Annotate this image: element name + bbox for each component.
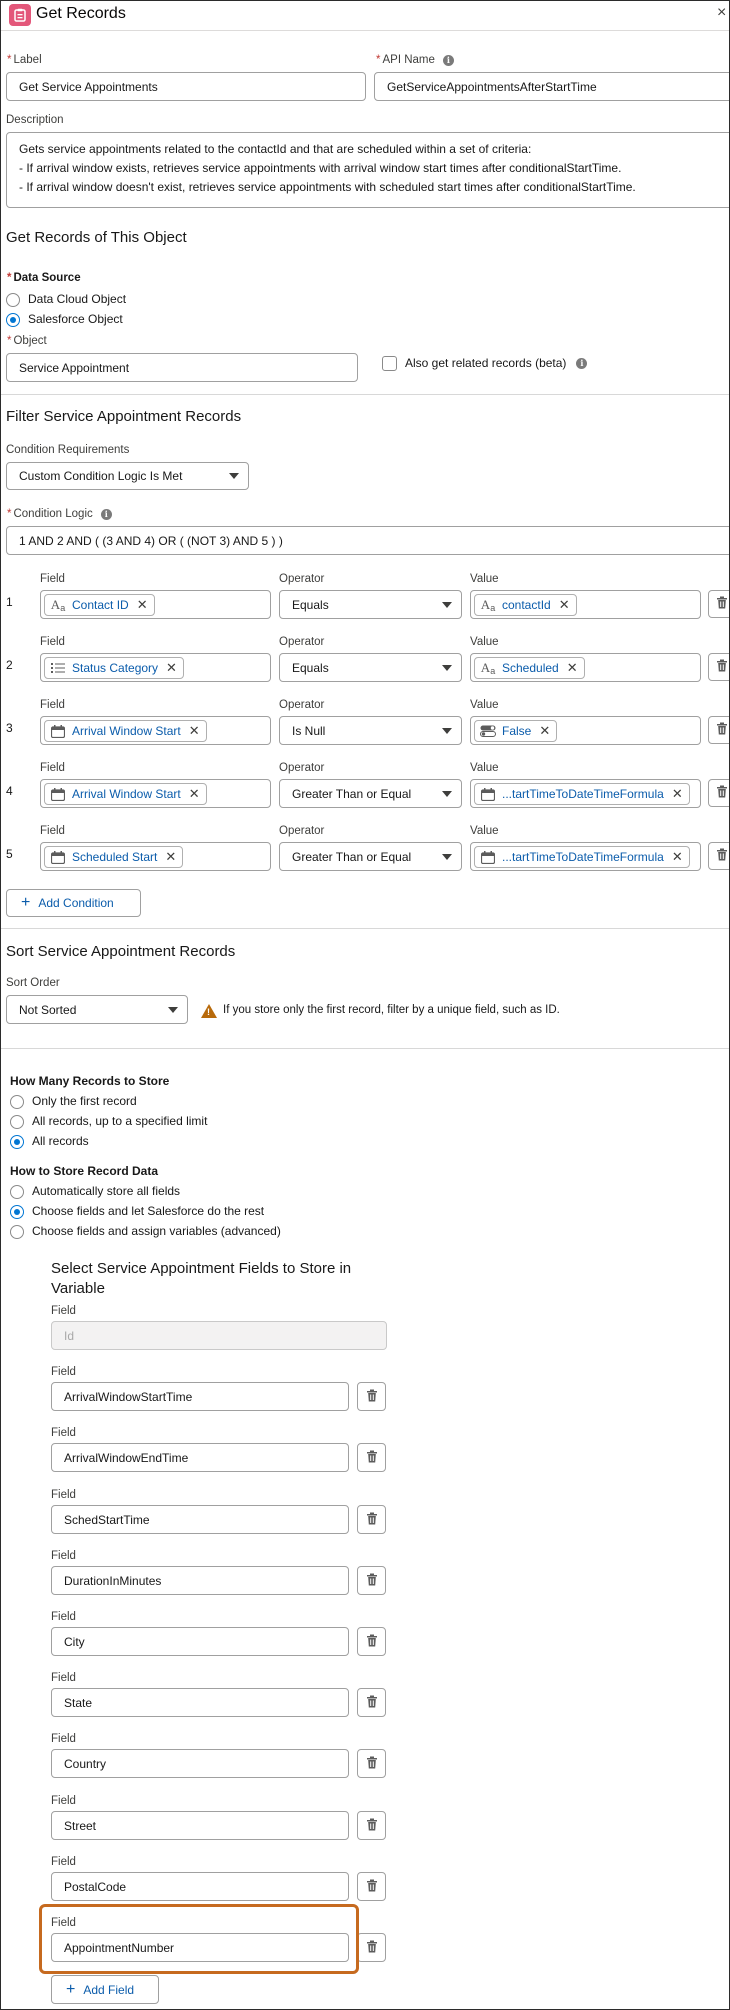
value-column-label: Value (470, 573, 499, 585)
value-pill[interactable] (474, 846, 690, 868)
divider (1, 1048, 730, 1049)
add-condition-button[interactable] (6, 889, 141, 917)
field-pill[interactable] (44, 657, 184, 679)
condition-operator-select[interactable] (279, 842, 462, 871)
add-field-button[interactable] (51, 1975, 159, 2004)
how-store-caption: How to Store Record Data (10, 1164, 159, 1178)
store-field-input[interactable]: PostalCode (51, 1872, 349, 1901)
salesforce-object-radio[interactable] (6, 313, 20, 327)
condition-operator-select[interactable] (279, 590, 462, 619)
choose-fields-label: Choose fields and let Salesforce do the rest (32, 1204, 265, 1218)
chevron-down-icon (442, 791, 452, 797)
choose-fields-radio[interactable] (10, 1205, 24, 1219)
select-value: Equals (292, 660, 329, 675)
operator-column-label: Operator (279, 825, 325, 837)
remove-icon[interactable]: ✕ (188, 723, 200, 738)
store-field-input[interactable]: Country (51, 1749, 349, 1778)
data-source-caption: * Data Source (7, 272, 81, 284)
store-field-input[interactable]: State (51, 1688, 349, 1717)
field-pill-label: Scheduled Start (72, 850, 158, 864)
auto-store-label: Automatically store all fields (32, 1184, 181, 1198)
field-caption: Field (51, 1427, 76, 1439)
condition-field-input[interactable] (40, 653, 271, 682)
filter-section-title: Filter Service Appointment Records (6, 408, 242, 425)
field-caption: Field (51, 1305, 76, 1317)
value-pill-label: contactId (502, 598, 551, 612)
chevron-down-icon (442, 854, 452, 860)
assign-variables-label: Choose fields and assign variables (advanced) (32, 1224, 281, 1238)
condition-number: 1 (6, 595, 13, 609)
chevron-down-icon (442, 728, 452, 734)
salesforce-object-label: Salesforce Object (28, 312, 123, 326)
store-field-input: Id (51, 1321, 387, 1350)
operator-column-label: Operator (279, 636, 325, 648)
value-column-label: Value (470, 762, 499, 774)
condition-field-input[interactable] (40, 779, 271, 808)
warning-icon: ! (201, 1004, 217, 1018)
value-pill[interactable] (474, 594, 577, 616)
select-value: Greater Than or Equal (292, 849, 412, 864)
divider (1, 394, 730, 395)
condition-operator-select[interactable] (279, 779, 462, 808)
calendar-icon (479, 849, 497, 865)
remove-icon[interactable]: ✕ (136, 597, 148, 612)
limit-radio[interactable] (10, 1115, 24, 1129)
condition-value-input[interactable] (470, 653, 701, 682)
info-icon[interactable]: i (101, 509, 112, 520)
trash-icon (716, 659, 728, 675)
limit-label: All records, up to a specified limit (32, 1114, 208, 1128)
field-caption: Field (51, 1917, 76, 1929)
add-field-label: Add Field (83, 1982, 135, 1997)
field-pill-label: Arrival Window Start (72, 724, 181, 738)
trash-icon (366, 1389, 378, 1405)
field-pill[interactable] (44, 783, 207, 805)
chevron-down-icon (229, 473, 239, 479)
store-field-input[interactable]: SchedStartTime (51, 1505, 349, 1534)
text-icon: A a (480, 597, 496, 613)
select-value: Equals (292, 597, 329, 612)
picklist-icon (49, 660, 67, 676)
delete-field-button[interactable] (357, 1627, 386, 1656)
field-column-label: Field (40, 825, 65, 837)
sort-order-select[interactable] (6, 995, 188, 1024)
delete-condition-button[interactable] (708, 842, 730, 870)
value-column-label: Value (470, 636, 499, 648)
field-pill[interactable] (44, 720, 207, 742)
trash-icon (366, 1695, 378, 1711)
field-pill-label: Status Category (72, 661, 159, 675)
trash-icon (366, 1634, 378, 1650)
condition-value-input[interactable] (470, 590, 701, 619)
get-records-app-icon (9, 4, 31, 26)
select-value: Greater Than or Equal (292, 786, 412, 801)
sort-warning-text: If you store only the first record, filter by a unique field, such as ID. (223, 1004, 560, 1016)
store-field-input[interactable]: DurationInMinutes (51, 1566, 349, 1595)
delete-field-button[interactable] (357, 1811, 386, 1840)
trash-icon (366, 1940, 378, 1956)
delete-field-button[interactable] (357, 1505, 386, 1534)
calendar-icon (479, 786, 497, 802)
all-records-radio[interactable] (10, 1135, 24, 1149)
condition-number: 5 (6, 847, 13, 861)
delete-field-button[interactable] (357, 1443, 386, 1472)
description-line: - If arrival window doesn't exist, retrieves service appointments with scheduled start times after conditionalStartTime. (19, 180, 636, 194)
auto-store-radio[interactable] (10, 1185, 24, 1199)
value-pill-label: ...tartTimeToDateTimeFormula (502, 850, 664, 864)
trash-icon (716, 596, 728, 612)
store-field-input[interactable]: Street (51, 1811, 349, 1840)
description-line: Gets service appointments related to the contactId and that are scheduled within a set of criteria: (19, 142, 532, 156)
remove-icon[interactable]: ✕ (539, 723, 551, 738)
condition-number: 4 (6, 784, 13, 798)
object-caption: * Object (7, 335, 47, 347)
select-value: Custom Condition Logic Is Met (19, 469, 183, 483)
label-caption: * Label (7, 54, 42, 66)
delete-field-button[interactable] (357, 1566, 386, 1595)
field-caption: Field (51, 1795, 76, 1807)
toggle-icon (479, 723, 497, 739)
store-field-input[interactable]: AppointmentNumber (51, 1933, 349, 1962)
trash-icon (366, 1573, 378, 1589)
value-pill-label: False (502, 724, 532, 738)
info-icon[interactable]: i (443, 55, 454, 66)
field-column-label: Field (40, 699, 65, 711)
remove-icon[interactable]: ✕ (671, 786, 683, 801)
remove-icon[interactable]: ✕ (671, 849, 683, 864)
delete-condition-button[interactable] (708, 716, 730, 744)
object-input[interactable]: Service Appointment (6, 353, 358, 382)
select-value: Not Sorted (19, 1002, 77, 1017)
delete-field-button[interactable] (357, 1688, 386, 1717)
condition-value-input[interactable] (470, 779, 701, 808)
chevron-down-icon (442, 602, 452, 608)
field-column-label: Field (40, 762, 65, 774)
field-caption: Field (51, 1856, 76, 1868)
calendar-icon (49, 849, 67, 865)
only-first-radio[interactable] (10, 1095, 24, 1109)
chevron-down-icon (442, 665, 452, 671)
operator-column-label: Operator (279, 699, 325, 711)
assign-variables-radio[interactable] (10, 1225, 24, 1239)
trash-icon (366, 1450, 378, 1466)
value-pill-label: Scheduled (502, 661, 559, 675)
trash-icon (366, 1756, 378, 1772)
fields-title-line-1: Select Service Appointment Fields to Store in (51, 1260, 352, 1277)
remove-icon[interactable]: ✕ (558, 597, 570, 612)
condition-requirements-select[interactable] (6, 462, 249, 490)
condition-requirements-caption: Condition Requirements (6, 444, 130, 456)
condition-number: 3 (6, 721, 13, 735)
trash-icon (366, 1512, 378, 1528)
value-pill[interactable] (474, 657, 585, 679)
sort-order-caption: Sort Order (6, 977, 60, 989)
field-caption: Field (51, 1489, 76, 1501)
field-caption: Field (51, 1733, 76, 1745)
value-column-label: Value (470, 825, 499, 837)
condition-field-input[interactable] (40, 590, 271, 619)
condition-operator-select[interactable] (279, 716, 462, 745)
condition-field-input[interactable] (40, 842, 271, 871)
field-caption: Field (51, 1672, 76, 1684)
trash-icon (716, 722, 728, 738)
condition-value-input[interactable] (470, 842, 701, 871)
condition-field-input[interactable] (40, 716, 271, 745)
delete-field-button[interactable] (357, 1382, 386, 1411)
info-icon[interactable]: i (576, 358, 587, 369)
api-name-input[interactable]: GetServiceAppointmentsAfterStartTime (374, 72, 730, 101)
store-field-input[interactable]: City (51, 1627, 349, 1656)
description-line: - If arrival window exists, retrieves service appointments with arrival window start times after conditionalStartTime. (19, 161, 622, 175)
select-value: Is Null (292, 723, 326, 738)
value-pill[interactable] (474, 783, 690, 805)
field-column-label: Field (40, 636, 65, 648)
remove-icon[interactable]: ✕ (165, 849, 177, 864)
condition-logic-input[interactable]: 1 AND 2 AND ( (3 AND 4) OR ( (NOT 3) AND 5 ) ) (6, 526, 730, 555)
value-column-label: Value (470, 699, 499, 711)
related-records-label: Also get related records (beta) (405, 356, 567, 370)
plus-icon: + (66, 1980, 76, 1998)
only-first-label: Only the first record (32, 1094, 137, 1108)
remove-icon[interactable]: ✕ (188, 786, 200, 801)
related-records-row (405, 356, 587, 370)
field-caption: Field (51, 1550, 76, 1562)
api-name-caption: * API Name i (376, 54, 454, 66)
plus-icon: + (21, 894, 31, 911)
object-section-title: Get Records of This Object (6, 229, 187, 246)
value-pill[interactable] (474, 720, 557, 742)
delete-field-button[interactable] (357, 1749, 386, 1778)
field-column-label: Field (40, 573, 65, 585)
data-cloud-label: Data Cloud Object (28, 292, 127, 306)
divider (1, 928, 730, 929)
condition-value-input[interactable] (470, 716, 701, 745)
panel-title: Get Records (36, 5, 126, 22)
remove-icon[interactable]: ✕ (166, 660, 177, 675)
field-pill-label: Arrival Window Start (72, 787, 181, 801)
store-field-input[interactable]: ArrivalWindowStartTime (51, 1382, 349, 1411)
calendar-icon (49, 723, 67, 739)
related-records-checkbox[interactable] (382, 356, 397, 371)
calendar-icon (49, 786, 67, 802)
operator-column-label: Operator (279, 762, 325, 774)
add-condition-label: Add Condition (38, 896, 114, 910)
sort-section-title: Sort Service Appointment Records (6, 943, 236, 960)
delete-condition-button[interactable] (708, 653, 730, 681)
trash-icon (716, 785, 728, 801)
delete-condition-button[interactable] (708, 590, 730, 618)
data-cloud-radio[interactable] (6, 293, 20, 307)
description-textarea[interactable] (6, 132, 730, 208)
fields-title-line-2: Variable (51, 1280, 105, 1297)
field-pill[interactable] (44, 846, 183, 868)
trash-icon (366, 1879, 378, 1895)
chevron-down-icon (168, 1007, 178, 1013)
text-icon: A a (50, 597, 66, 613)
condition-operator-select[interactable] (279, 653, 462, 682)
delete-field-button[interactable] (357, 1933, 386, 1962)
trash-icon (366, 1818, 378, 1834)
value-pill-label: ...tartTimeToDateTimeFormula (502, 787, 664, 801)
field-pill-label: Contact ID (72, 598, 129, 612)
how-many-caption: How Many Records to Store (10, 1074, 170, 1088)
description-caption: Description (6, 114, 64, 126)
condition-number: 2 (6, 658, 13, 672)
delete-condition-button[interactable] (708, 779, 730, 807)
label-input[interactable]: Get Service Appointments (6, 72, 366, 101)
highlight-box (39, 1904, 359, 1974)
trash-icon (716, 848, 728, 864)
field-pill[interactable] (44, 594, 155, 616)
all-records-label: All records (32, 1134, 89, 1148)
delete-field-button[interactable] (357, 1872, 386, 1901)
remove-icon[interactable]: ✕ (566, 660, 578, 675)
text-icon: A a (480, 660, 496, 676)
field-caption: Field (51, 1366, 76, 1378)
store-field-input[interactable]: ArrivalWindowEndTime (51, 1443, 349, 1472)
operator-column-label: Operator (279, 573, 325, 585)
field-caption: Field (51, 1611, 76, 1623)
condition-logic-caption: * Condition Logic i (7, 508, 112, 520)
close-icon[interactable]: × (717, 4, 727, 21)
